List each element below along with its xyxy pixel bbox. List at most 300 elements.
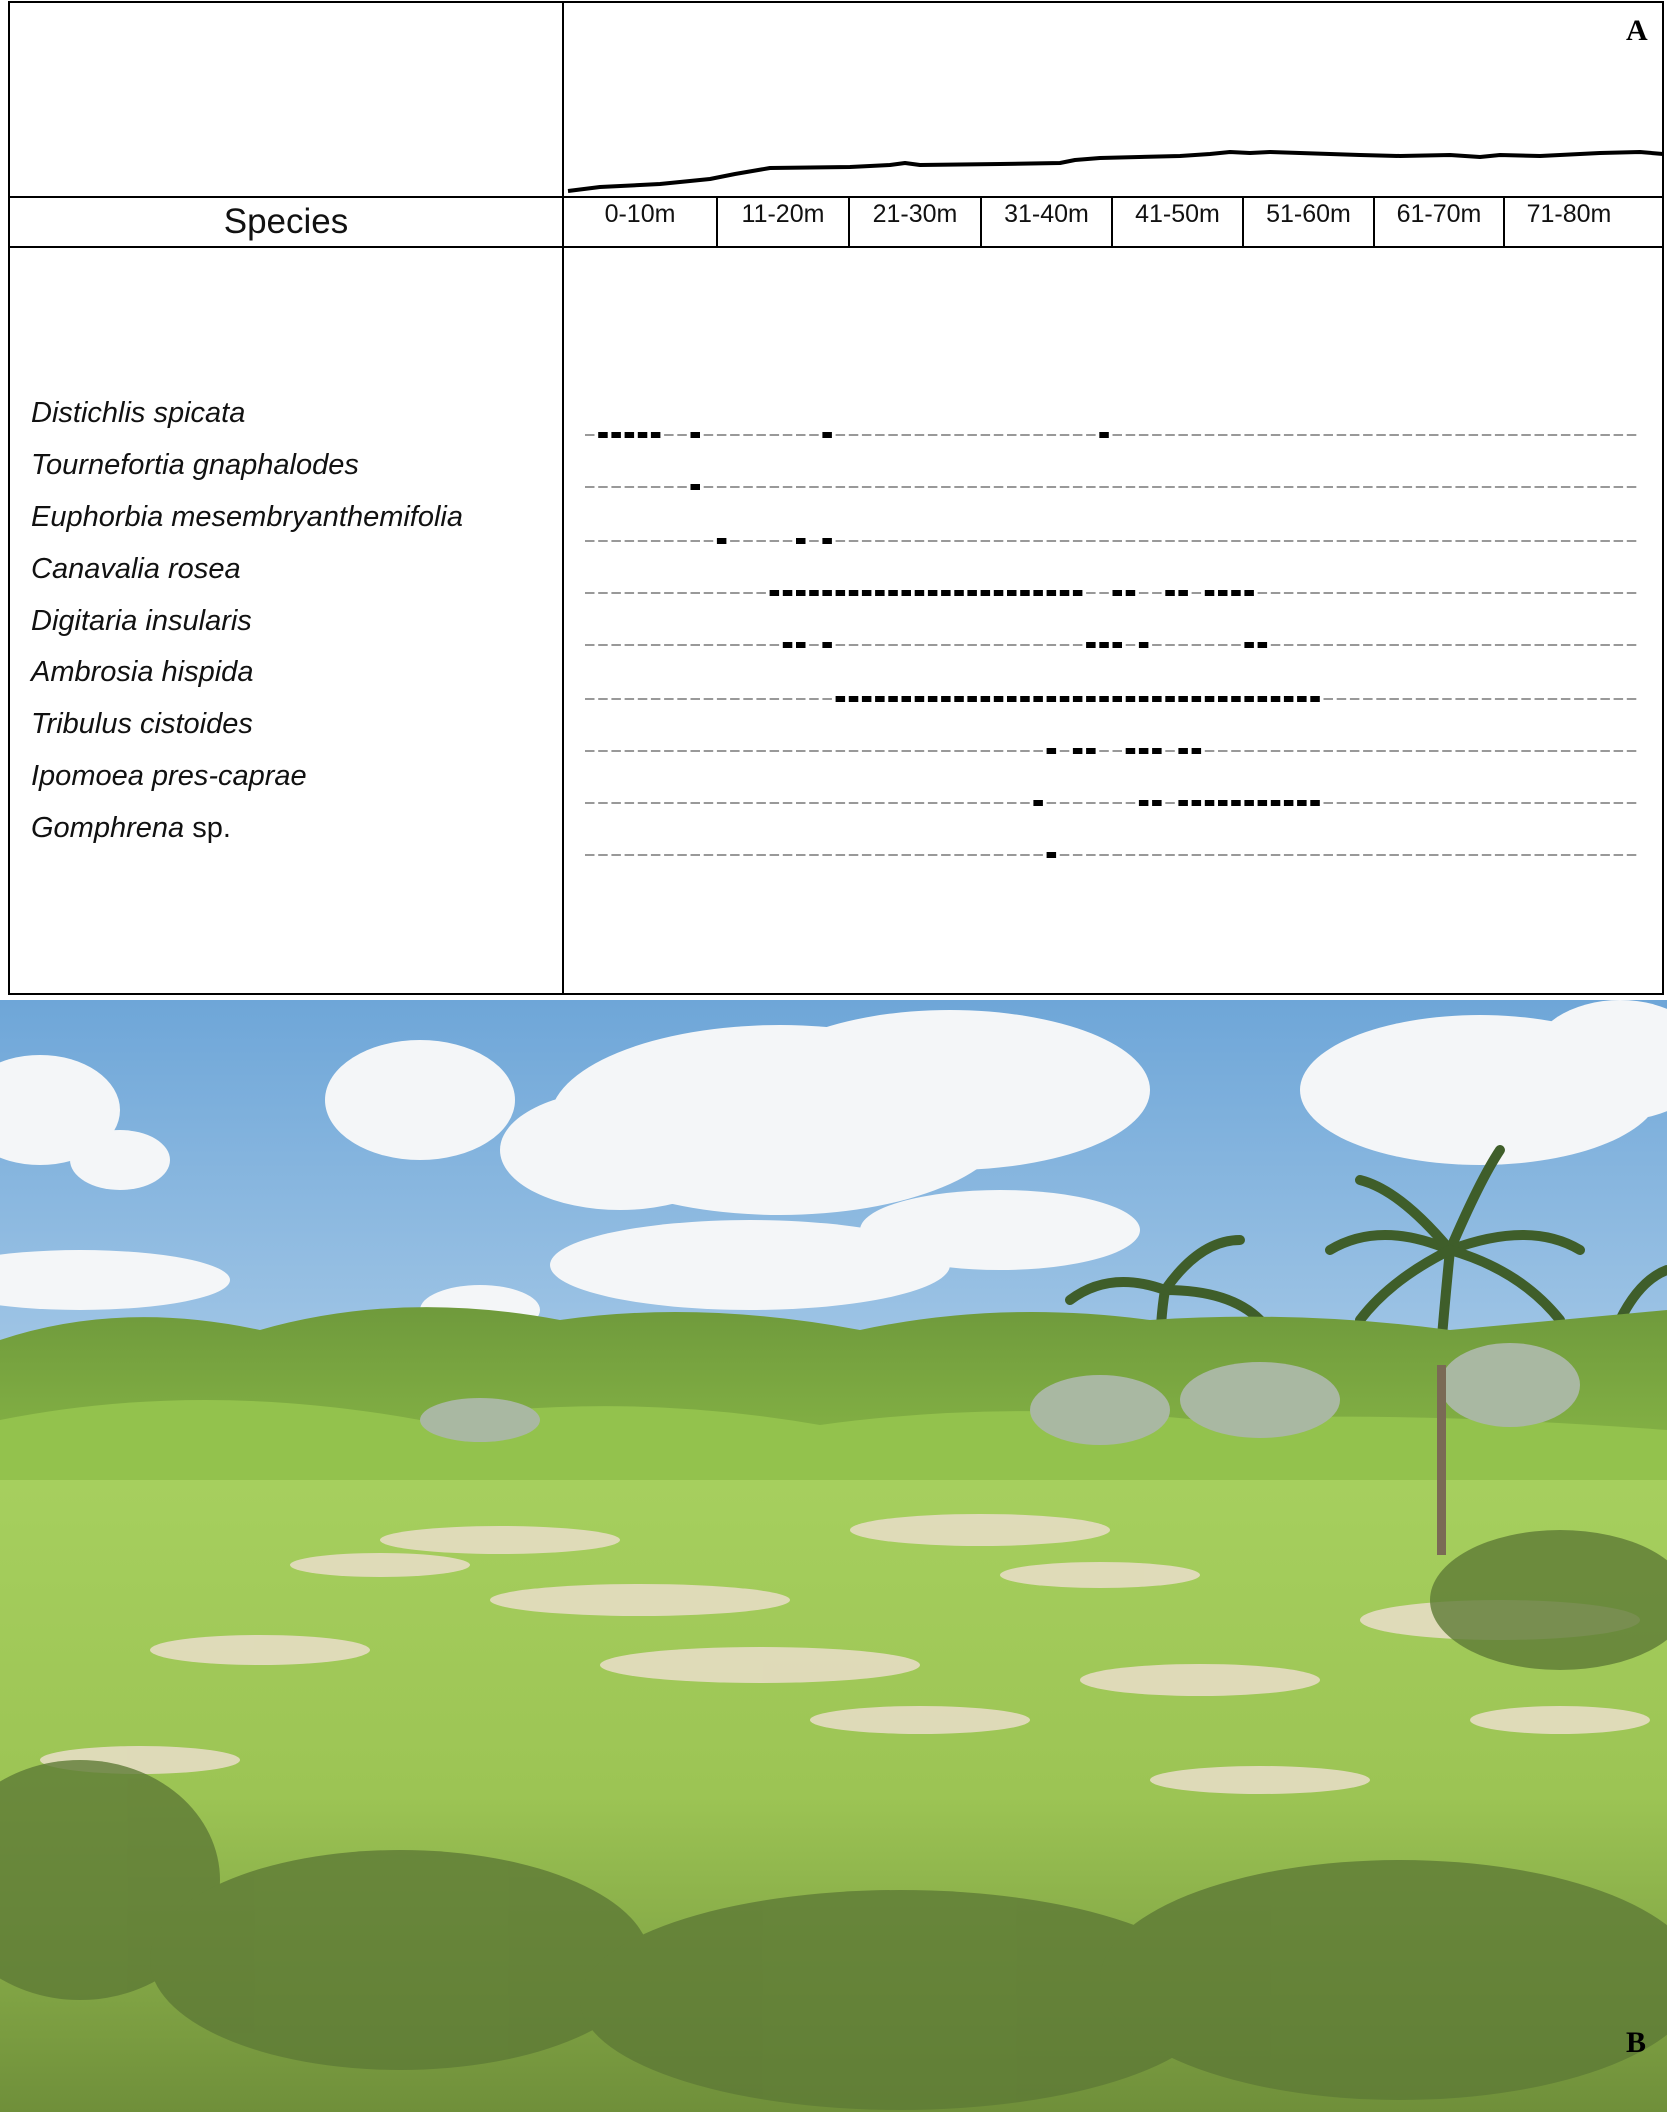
absence-dash <box>664 434 674 436</box>
absence-dash <box>981 540 991 542</box>
absence-dash <box>1033 540 1043 542</box>
absence-dash <box>1099 592 1109 594</box>
absence-dash <box>1165 540 1175 542</box>
absence-dash <box>1548 854 1558 856</box>
absence-dash <box>1469 644 1479 646</box>
absence-dash <box>981 802 991 804</box>
absence-dash <box>1614 486 1624 488</box>
absence-dash <box>1455 854 1465 856</box>
absence-dash <box>677 434 687 436</box>
absence-dash <box>677 750 687 752</box>
absence-dash <box>1310 486 1320 488</box>
absence-dash <box>743 486 753 488</box>
absence-dash <box>677 698 687 700</box>
absence-dash <box>704 750 714 752</box>
absence-dash <box>770 486 780 488</box>
absence-dash <box>1416 434 1426 436</box>
absence-dash <box>1165 434 1175 436</box>
presence-mark <box>1192 696 1202 702</box>
panel-a-letter: A <box>1626 14 1648 47</box>
absence-dash <box>1376 854 1386 856</box>
absence-dash <box>625 644 635 646</box>
absence-dash <box>638 486 648 488</box>
presence-mark <box>809 590 819 596</box>
presence-mark <box>1178 590 1188 596</box>
species-name: Ipomoea pres-caprae <box>31 760 307 792</box>
absence-dash <box>1126 540 1136 542</box>
absence-dash <box>717 644 727 646</box>
absence-dash <box>730 540 740 542</box>
absence-dash <box>1482 802 1492 804</box>
absence-dash <box>1231 644 1241 646</box>
absence-dash <box>1020 750 1029 752</box>
presence-mark <box>1152 696 1162 702</box>
presence-mark <box>875 696 885 702</box>
absence-dash <box>1218 644 1228 646</box>
absence-dash <box>756 802 766 804</box>
presence-mark <box>1284 800 1294 806</box>
absence-dash <box>651 592 661 594</box>
absence-dash <box>730 854 740 856</box>
absence-dash <box>1614 750 1624 752</box>
species-presence-row <box>585 748 1636 754</box>
absence-dash <box>704 434 714 436</box>
absence-dash <box>967 540 977 542</box>
absence-dash <box>928 486 938 488</box>
absence-dash <box>1258 486 1268 488</box>
species-presence-row <box>585 538 1636 544</box>
absence-dash <box>743 854 753 856</box>
presence-mark <box>1073 696 1083 702</box>
absence-dash <box>941 540 951 542</box>
distance-label: 0-10m <box>604 200 676 228</box>
absence-dash <box>691 540 701 542</box>
presence-mark <box>1244 642 1254 648</box>
absence-dash <box>1350 644 1360 646</box>
absence-dash <box>1521 592 1531 594</box>
dune-profile-line <box>568 152 1663 191</box>
absence-dash <box>1113 854 1123 856</box>
presence-mark <box>1139 696 1149 702</box>
absence-dash <box>1297 644 1307 646</box>
absence-dash <box>1007 750 1017 752</box>
absence-dash <box>677 802 687 804</box>
absence-dash <box>1389 592 1399 594</box>
absence-dash <box>1350 540 1360 542</box>
absence-dash <box>1363 644 1373 646</box>
absence-dash <box>1297 540 1307 542</box>
absence-dash <box>1429 644 1439 646</box>
absence-dash <box>1152 854 1162 856</box>
absence-dash <box>1060 540 1070 542</box>
absence-dash <box>770 540 780 542</box>
absence-dash <box>1271 750 1281 752</box>
absence-dash <box>1508 802 1518 804</box>
absence-dash <box>1363 802 1373 804</box>
presence-mark <box>981 590 991 596</box>
absence-dash <box>1284 750 1294 752</box>
absence-dash <box>1429 802 1439 804</box>
absence-dash <box>809 644 819 646</box>
absence-dash <box>1139 854 1149 856</box>
absence-dash <box>783 802 793 804</box>
absence-dash <box>1587 486 1597 488</box>
absence-dash <box>1561 486 1571 488</box>
absence-dash <box>691 644 701 646</box>
absence-dash <box>1165 750 1175 752</box>
absence-dash <box>756 750 766 752</box>
absence-dash <box>1337 540 1347 542</box>
species-name: Canavalia rosea <box>31 553 241 585</box>
absence-dash <box>1192 592 1202 594</box>
absence-dash <box>585 854 595 856</box>
absence-dash <box>1574 434 1584 436</box>
absence-dash <box>1376 592 1386 594</box>
species-presence-row <box>585 432 1636 438</box>
absence-dash <box>783 698 793 700</box>
absence-dash <box>1258 854 1268 856</box>
absence-dash <box>1205 644 1215 646</box>
absence-dash <box>1614 592 1624 594</box>
absence-dash <box>928 434 938 436</box>
absence-dash <box>796 486 806 488</box>
absence-dash <box>1574 644 1584 646</box>
absence-dash <box>1535 592 1545 594</box>
absence-dash <box>1495 434 1505 436</box>
presence-mark <box>1126 696 1136 702</box>
absence-dash <box>849 540 859 542</box>
absence-dash <box>1495 750 1505 752</box>
presence-mark <box>875 590 885 596</box>
absence-dash <box>1429 750 1439 752</box>
absence-dash <box>730 644 740 646</box>
absence-dash <box>1627 540 1637 542</box>
absence-dash <box>1574 750 1584 752</box>
presence-mark <box>849 590 859 596</box>
absence-dash <box>1033 644 1043 646</box>
absence-dash <box>1324 592 1334 594</box>
absence-dash <box>638 698 648 700</box>
absence-dash <box>1244 540 1254 542</box>
absence-dash <box>1508 698 1518 700</box>
absence-dash <box>1548 592 1558 594</box>
absence-dash <box>902 750 912 752</box>
absence-dash <box>1521 854 1531 856</box>
presence-mark <box>770 590 780 596</box>
absence-dash <box>1205 854 1215 856</box>
absence-dash <box>875 854 885 856</box>
absence-dash <box>1587 698 1597 700</box>
absence-dash <box>941 434 951 436</box>
absence-dash <box>783 434 793 436</box>
absence-dash <box>717 750 727 752</box>
absence-dash <box>598 486 608 488</box>
absence-dash <box>1324 698 1334 700</box>
absence-dash <box>730 750 740 752</box>
absence-dash <box>1482 644 1492 646</box>
absence-dash <box>1073 434 1083 436</box>
absence-dash <box>1416 540 1426 542</box>
absence-dash <box>1403 540 1413 542</box>
absence-dash <box>888 540 898 542</box>
absence-dash <box>849 486 859 488</box>
absence-dash <box>1561 750 1571 752</box>
absence-dash <box>1403 802 1413 804</box>
absence-dash <box>770 434 780 436</box>
presence-mark <box>1178 800 1188 806</box>
absence-dash <box>1192 434 1202 436</box>
absence-dash <box>1231 750 1241 752</box>
absence-dash <box>1561 802 1571 804</box>
absence-dash <box>783 486 793 488</box>
absence-dash <box>1271 434 1281 436</box>
absence-dash <box>1205 434 1215 436</box>
presence-mark <box>1165 696 1175 702</box>
absence-dash <box>888 644 898 646</box>
absence-dash <box>1284 486 1294 488</box>
absence-dash <box>691 698 701 700</box>
absence-dash <box>981 750 991 752</box>
absence-dash <box>1548 486 1558 488</box>
absence-dash <box>1099 750 1109 752</box>
absence-dash <box>888 434 898 436</box>
presence-mark <box>796 538 806 544</box>
presence-mark <box>1178 696 1188 702</box>
absence-dash <box>1627 434 1637 436</box>
absence-dash <box>770 802 780 804</box>
absence-dash <box>1324 486 1334 488</box>
presence-mark <box>783 642 793 648</box>
absence-dash <box>1429 854 1439 856</box>
absence-dash <box>1231 434 1241 436</box>
absence-dash <box>888 854 898 856</box>
absence-dash <box>836 644 846 646</box>
absence-dash <box>1495 592 1505 594</box>
absence-dash <box>1429 486 1439 488</box>
absence-dash <box>625 540 635 542</box>
absence-dash <box>954 644 964 646</box>
absence-dash <box>1297 592 1307 594</box>
absence-dash <box>1455 486 1465 488</box>
absence-dash <box>1508 854 1518 856</box>
absence-dash <box>1324 644 1334 646</box>
absence-dash <box>730 434 740 436</box>
absence-dash <box>1600 434 1610 436</box>
absence-dash <box>1508 540 1518 542</box>
absence-dash <box>651 750 661 752</box>
absence-dash <box>1442 698 1452 700</box>
absence-dash <box>1165 644 1175 646</box>
presence-mark <box>1020 590 1029 596</box>
absence-dash <box>730 698 740 700</box>
absence-dash <box>743 802 753 804</box>
absence-dash <box>770 698 780 700</box>
absence-dash <box>1376 802 1386 804</box>
absence-dash <box>770 854 780 856</box>
absence-dash <box>1376 540 1386 542</box>
absence-dash <box>1416 802 1426 804</box>
species-presence-row <box>585 590 1636 596</box>
absence-dash <box>611 802 621 804</box>
absence-dash <box>915 802 925 804</box>
absence-dash <box>743 644 753 646</box>
absence-dash <box>915 486 925 488</box>
absence-dash <box>1271 854 1281 856</box>
absence-dash <box>717 854 727 856</box>
absence-dash <box>981 486 991 488</box>
absence-dash <box>1231 486 1241 488</box>
absence-dash <box>994 644 1004 646</box>
species-presence-row <box>585 852 1636 858</box>
absence-dash <box>1614 698 1624 700</box>
absence-dash <box>1126 854 1136 856</box>
absence-dash <box>1535 486 1545 488</box>
absence-dash <box>730 592 740 594</box>
absence-dash <box>1561 592 1571 594</box>
absence-dash <box>691 750 701 752</box>
absence-dash <box>677 854 687 856</box>
absence-dash <box>598 540 608 542</box>
absence-dash <box>941 486 951 488</box>
absence-dash <box>1548 802 1558 804</box>
absence-dash <box>1139 592 1149 594</box>
absence-dash <box>1297 854 1307 856</box>
absence-dash <box>1535 854 1545 856</box>
absence-dash <box>1600 592 1610 594</box>
absence-dash <box>1297 434 1307 436</box>
absence-dash <box>1587 644 1597 646</box>
absence-dash <box>1561 854 1571 856</box>
absence-dash <box>1073 644 1083 646</box>
absence-dash <box>1561 434 1571 436</box>
absence-dash <box>1495 698 1505 700</box>
dune-vegetation-photo <box>0 1000 1667 2112</box>
presence-mark <box>1073 748 1083 754</box>
absence-dash <box>1218 540 1228 542</box>
absence-dash <box>1060 802 1070 804</box>
absence-dash <box>743 434 753 436</box>
presence-mark <box>1244 800 1254 806</box>
absence-dash <box>638 592 648 594</box>
presence-mark <box>1218 696 1228 702</box>
absence-dash <box>1165 802 1175 804</box>
presence-mark <box>1258 800 1268 806</box>
absence-dash <box>1310 750 1320 752</box>
absence-dash <box>1574 486 1584 488</box>
absence-dash <box>1482 854 1492 856</box>
absence-dash <box>1007 540 1017 542</box>
absence-dash <box>651 486 661 488</box>
absence-dash <box>704 486 714 488</box>
presence-mark <box>1297 800 1307 806</box>
absence-dash <box>1587 750 1597 752</box>
presence-mark <box>1218 800 1228 806</box>
absence-dash <box>928 802 938 804</box>
presence-mark <box>1192 800 1202 806</box>
absence-dash <box>862 802 872 804</box>
absence-dash <box>638 644 648 646</box>
absence-dash <box>1482 750 1492 752</box>
absence-dash <box>1495 854 1505 856</box>
absence-dash <box>849 434 859 436</box>
absence-dash <box>981 854 991 856</box>
absence-dash <box>730 802 740 804</box>
absence-dash <box>664 540 674 542</box>
absence-dash <box>1310 592 1320 594</box>
absence-dash <box>664 750 674 752</box>
presence-mark <box>1113 696 1123 702</box>
presence-mark <box>967 696 977 702</box>
absence-dash <box>915 854 925 856</box>
absence-dash <box>1455 540 1465 542</box>
absence-dash <box>1284 540 1294 542</box>
absence-dash <box>1033 434 1043 436</box>
presence-mark <box>836 590 846 596</box>
absence-dash <box>954 854 964 856</box>
absence-dash <box>664 802 674 804</box>
absence-dash <box>1020 434 1029 436</box>
absence-dash <box>1284 434 1294 436</box>
absence-dash <box>664 486 674 488</box>
presence-mark <box>994 696 1004 702</box>
presence-mark <box>1020 696 1029 702</box>
presence-mark <box>651 432 661 438</box>
absence-dash <box>1521 644 1531 646</box>
absence-dash <box>1376 486 1386 488</box>
presence-mark <box>1007 696 1017 702</box>
absence-dash <box>1284 592 1294 594</box>
presence-mark <box>994 590 1004 596</box>
absence-dash <box>862 540 872 542</box>
absence-dash <box>1600 750 1610 752</box>
absence-dash <box>585 698 595 700</box>
absence-dash <box>941 644 951 646</box>
absence-dash <box>994 802 1004 804</box>
presence-mark <box>1047 696 1057 702</box>
absence-dash <box>1469 486 1479 488</box>
absence-dash <box>1389 854 1399 856</box>
presence-mark <box>822 432 832 438</box>
absence-dash <box>1521 540 1531 542</box>
absence-dash <box>611 644 621 646</box>
absence-dash <box>796 854 806 856</box>
absence-dash <box>1469 540 1479 542</box>
absence-dash <box>1099 854 1109 856</box>
presence-mark <box>1218 590 1228 596</box>
absence-dash <box>585 434 595 436</box>
absence-dash <box>1007 854 1017 856</box>
absence-dash <box>1561 698 1571 700</box>
absence-dash <box>954 540 964 542</box>
absence-dash <box>1126 434 1136 436</box>
absence-dash <box>1389 486 1399 488</box>
absence-dash <box>1152 644 1162 646</box>
presence-mark <box>796 590 806 596</box>
absence-dash <box>756 434 766 436</box>
absence-dash <box>717 698 727 700</box>
absence-dash <box>1403 644 1413 646</box>
absence-dash <box>1587 854 1597 856</box>
absence-dash <box>1574 698 1584 700</box>
distance-label: 21-30m <box>872 200 958 228</box>
absence-dash <box>836 434 846 436</box>
absence-dash <box>1007 802 1017 804</box>
absence-dash <box>1389 540 1399 542</box>
presence-mark <box>902 590 912 596</box>
panel-a-transect-table <box>0 0 1667 1000</box>
absence-dash <box>1310 644 1320 646</box>
absence-dash <box>1495 802 1505 804</box>
